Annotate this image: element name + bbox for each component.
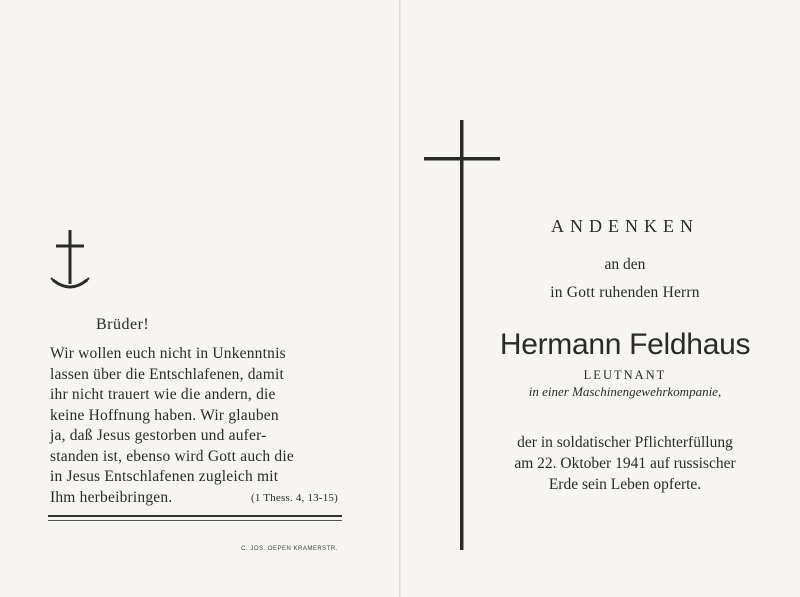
card-fold (399, 0, 401, 597)
line-an-den: an den (604, 256, 646, 273)
line-ruhenden: in Gott ruhenden Herrn (550, 284, 700, 301)
verse-reference: (1 Thess. 4, 13-15) (250, 491, 338, 504)
latin-cross-icon (424, 120, 500, 550)
double-rule-top (48, 515, 342, 517)
heading-andenken: ANDENKEN (551, 216, 699, 236)
bible-verse (50, 344, 342, 508)
verse-line: lassen über die Entschlafenen, damit (50, 365, 285, 383)
deceased-name: Hermann Feldhaus (499, 328, 751, 361)
verse-salutation: Brüder! (96, 316, 150, 333)
memorial-line: der in soldatischer Pflichterfüllung (517, 434, 733, 451)
verse-line: Ihm herbeibringen. (1 Thess. 4, 13-15) (50, 488, 342, 509)
verse-line: ja, daß Jesus gestorben und aufer- (50, 427, 267, 444)
verse-line: ihr nicht trauert wie die andern, die (50, 386, 276, 403)
verse-line: in Jesus Entschlafenen zugleich mit (50, 468, 279, 485)
memorial-line: am 22. Oktober 1941 auf russischer (514, 455, 736, 472)
memorial-text (490, 432, 760, 495)
verse-line: Wir wollen euch nicht in Unkenntnis (50, 345, 286, 362)
military-unit: in einer Maschinengewehrkompanie, (528, 384, 722, 399)
verse-line: keine Hoffnung haben. Wir glauben (50, 406, 279, 424)
anchor-cross-icon (50, 228, 90, 292)
printer-imprint: C. JOS. OEPEN KRAMERSTR. (241, 546, 338, 552)
verse-line: standen ist, ebenso wird Gott auch die (50, 447, 294, 465)
memorial-line: Erde sein Leben opferte. (548, 476, 702, 493)
double-rule-bottom (48, 520, 342, 521)
military-rank: LEUTNANT (583, 368, 667, 382)
